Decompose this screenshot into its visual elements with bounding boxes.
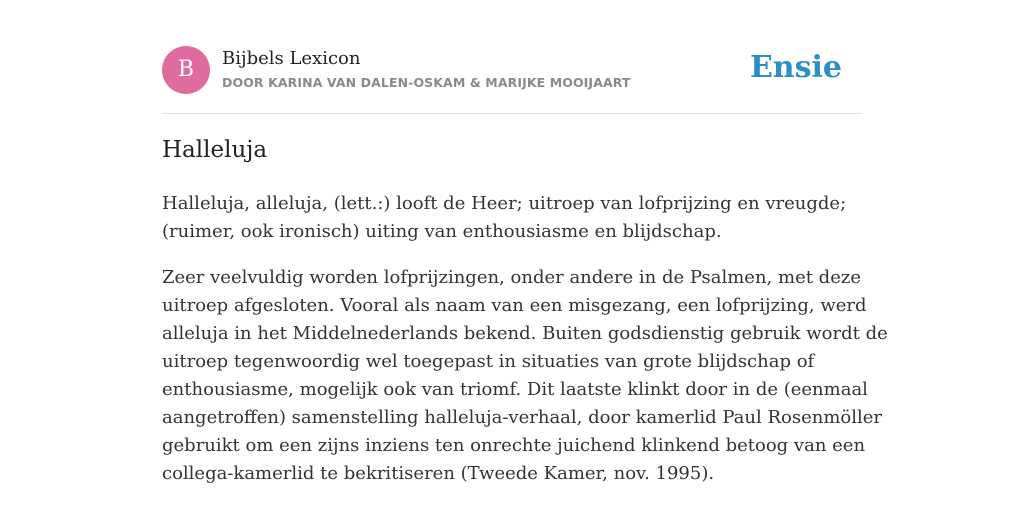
entry-content: [162, 190, 888, 506]
text-line: Zeer veelvuldig worden lofprijzingen, onder andere in de Psalmen, met deze: [162, 267, 861, 288]
header: [162, 46, 862, 96]
entry-title: Halleluja: [162, 137, 268, 163]
text-line: Halleluja, alleluja, (lett.:) looft de Heer; uitroep van lofprijzing en vreugde;: [162, 193, 847, 214]
text-line: enthousiasme, mogelijk ook van triomf. Dit laatste klinkt door in de (eenmaal: [162, 379, 868, 400]
lexicon-authors: DOOR KARINA VAN DALEN-OSKAM & MARIJKE MOOIJAART: [222, 75, 631, 90]
text-line: uitroep afgesloten. Vooral als naam van een misgezang, een lofprijzing, werd: [162, 295, 867, 316]
text-line: uitroep tegenwoordig wel toegepast in situaties van grote blijdschap of: [162, 351, 815, 372]
text-line: collega-kamerlid te bekritiseren (Tweede Kamer, nov. 1995).: [162, 463, 715, 484]
text-line: aangetroffen) samenstelling halleluja-verhaal, door kamerlid Paul Rosenmöller: [162, 407, 883, 428]
text-line: alleluja in het Middelnederlands bekend. Buiten godsdienstig gebruik wordt de: [162, 323, 888, 344]
text-line: gebruikt om een zijns inziens ten onrechte juichend klinkend betoog van een: [162, 435, 866, 456]
lexicon-title[interactable]: Bijbels Lexicon: [222, 48, 361, 69]
text-line: (ruimer, ook ironisch) uiting van enthousiasme en blijdschap.: [162, 221, 722, 242]
entry-paragraph-1: [162, 190, 862, 246]
ensie-logo-link[interactable]: Ensie: [749, 50, 842, 85]
lexicon-avatar[interactable]: B: [162, 46, 210, 94]
header-divider: [162, 113, 862, 114]
entry-paragraph-2: [162, 264, 888, 488]
